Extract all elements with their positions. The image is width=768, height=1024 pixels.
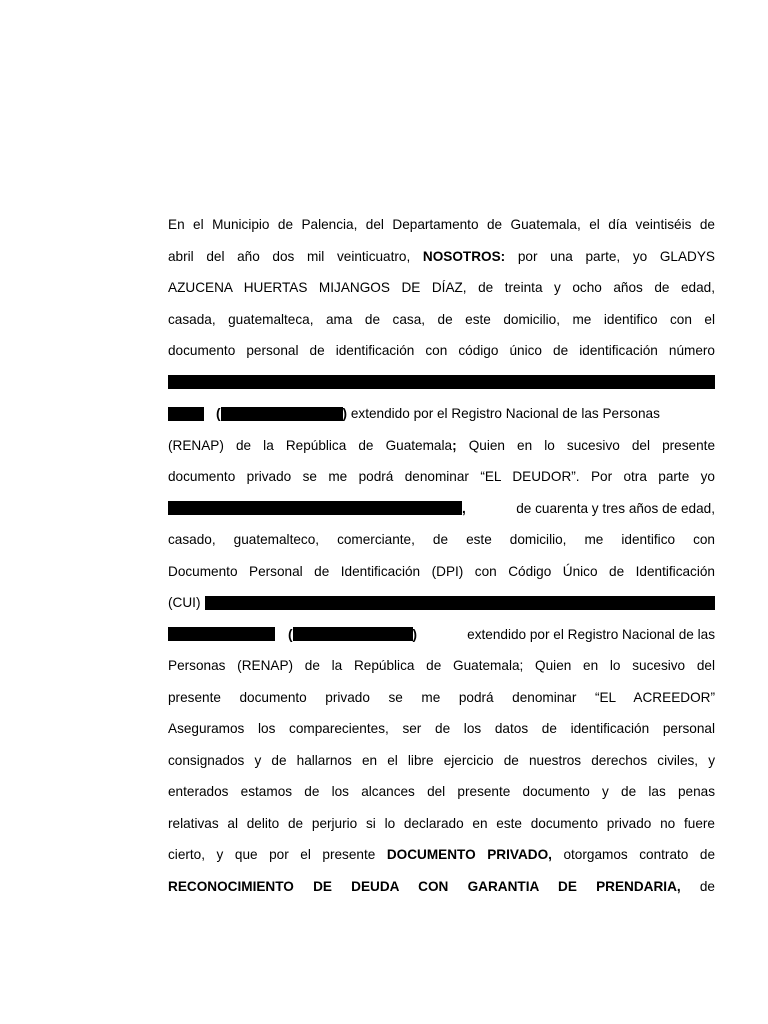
text-line (168, 619, 715, 651)
text-run: de cuarenta y tres años de edad, (512, 500, 715, 516)
text-line: documento privado se me podrá denominar “EL DEUDOR”. Por otra parte yo (168, 469, 715, 484)
redacted-line (168, 367, 715, 399)
bold-text: ( (288, 626, 293, 642)
text-run: (RENAP) de la República de Guatemala (168, 437, 453, 453)
bold-text: DOCUMENTO PRIVADO, (386, 847, 552, 862)
text-line: Documento Personal de Identificación (DPI) con Código Único de Identificación (168, 563, 715, 579)
bold-text: ) (342, 406, 348, 421)
text-line: Personas (RENAP) de la República de Guatemala; Quien en lo sucesivo del (168, 658, 715, 673)
redaction-block (221, 407, 343, 421)
text-run: por una parte, yo GLADYS (505, 248, 715, 264)
text-line: En el Municipio de Palencia, del Departamento de Guatemala, el día veintiséis de (168, 217, 715, 232)
text-line (168, 839, 715, 871)
bold-text: ) (412, 626, 418, 642)
text-line (168, 587, 715, 619)
redaction-block (168, 375, 715, 389)
text-run: extendido por el Registro Nacional de las Personas (347, 406, 660, 421)
text-run: (CUI) (168, 595, 201, 610)
text-run: cierto, y que por el presente (168, 847, 387, 862)
text-line (168, 398, 715, 430)
text-run: Quien en lo sucesivo del presente (456, 437, 715, 453)
text-line (168, 430, 715, 462)
text-run: de (680, 878, 715, 894)
text-line: casado, guatemalteco, comerciante, de este domicilio, me identifico con (168, 532, 715, 547)
redaction-block (205, 596, 715, 610)
document-page (168, 209, 715, 902)
text-line: documento personal de identificación con código único de identificación número (168, 343, 715, 358)
redaction-block (168, 407, 204, 421)
bold-text: RECONOCIMIENTO DE DEUDA CON GARANTIA DE PRENDARIA, (168, 878, 681, 894)
text-line (168, 871, 715, 903)
text-line: casada, guatemalteca, ama de casa, de este domicilio, me identifico con el (168, 311, 715, 327)
text-run: otorgamos contrato de (551, 847, 716, 862)
text-run: abril del año dos mil veinticuatro, (168, 248, 423, 264)
text-line: consignados y de hallarnos en el libre ejercicio de nuestros derechos civiles, y (168, 752, 715, 768)
bold-text: ; (452, 437, 457, 453)
bold-text: NOSOTROS: (422, 248, 506, 264)
redaction-block (168, 501, 462, 515)
text-line (168, 241, 715, 273)
text-line: AZUCENA HUERTAS MIJANGOS DE DÍAZ, de treinta y ocho años de edad, (168, 280, 715, 295)
bold-text: , (462, 500, 466, 516)
text-run: extendido por el Registro Nacional de las (463, 626, 715, 642)
text-line (168, 493, 715, 525)
text-line: presente documento privado se me podrá denominar “EL ACREEDOR” (168, 689, 715, 705)
text-line: enterados estamos de los alcances del presente documento y de las penas (168, 784, 715, 799)
text-line: relativas al delito de perjurio si lo declarado en este documento privado no fuere (168, 815, 715, 831)
text-line: Aseguramos los comparecientes, ser de los datos de identificación personal (168, 721, 715, 736)
redaction-block (168, 627, 275, 641)
bold-text: ( (216, 406, 221, 421)
redaction-block (293, 627, 413, 641)
